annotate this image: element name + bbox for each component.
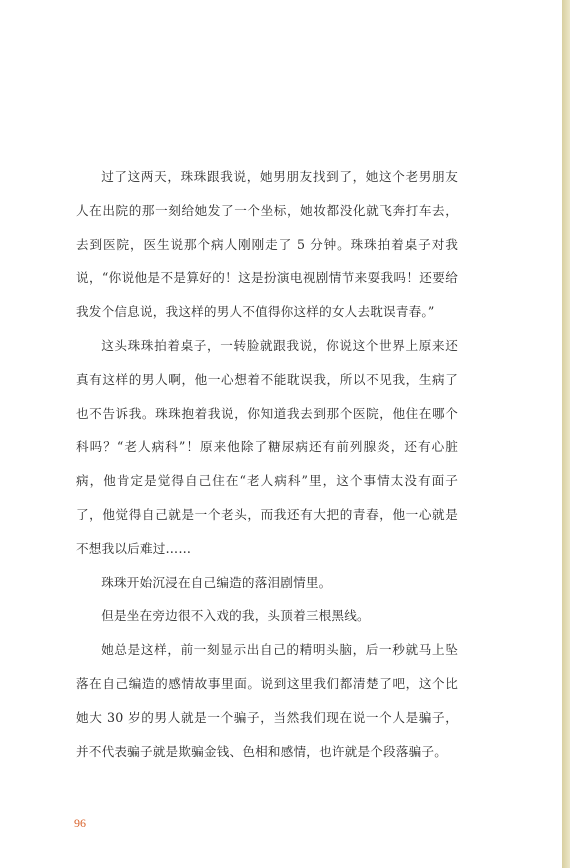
body-text xyxy=(76,160,458,768)
paragraph: 但是坐在旁边很不入戏的我，头顶着三根黑线。 xyxy=(101,608,370,624)
paragraph: 她总是这样，前一刻显示出自己的精明头脑，后一秒就马上坠落在自己编造的感情故事里面。说到这里我们都清楚了吧，这个比她大 30 岁的男人就是一个骗子，当然我们现在说一个人是骗子，并不代表骗子就是欺骗金钱、色相和感情，也许就是个段落骗子。 xyxy=(76,642,458,759)
paragraph: 珠珠开始沉浸在自己编造的落泪剧情里。 xyxy=(101,574,332,590)
page-number: 96 xyxy=(74,816,86,830)
page-edge xyxy=(562,0,570,868)
paragraph: 过了这两天，珠珠跟我说，她男朋友找到了，她这个老男朋友人在出院的那一刻给她发了一个坐标，她妆都没化就飞奔打车去，去到医院，医生说那个病人刚刚走了 5 分钟。珠珠拍着桌子对我说，“你说他是不是算好的！这是扮演电视剧情节来耍我吗！还要给我发个信息说，我这样的男人不值得你这样的女人去耽误青春。” xyxy=(76,169,458,320)
paragraph: 这头珠珠拍着桌子，一转脸就跟我说，你说这个世界上原来还真有这样的男人啊，他一心想着不能耽误我，所以不见我，生病了也不告诉我。珠珠抱着我说，你知道我去到那个医院，他住在哪个科吗？“老人病科”！原来他除了糖尿病还有前列腺炎，还有心脏病，他肯定是觉得自己住在“老人病科”里，这个事情太没有面子了，他觉得自己就是一个老头，而我还有大把的青春，他一心就是不想我以后难过…… xyxy=(76,337,458,556)
